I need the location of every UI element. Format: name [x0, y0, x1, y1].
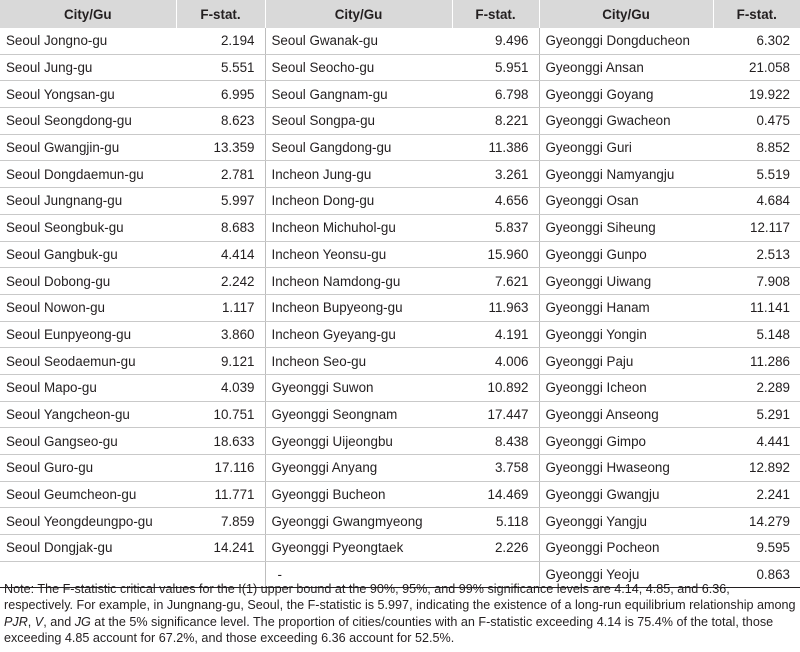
- table-row: [0, 54, 800, 81]
- city-cell: Gyeonggi Icheon: [539, 374, 713, 401]
- city-cell: Seoul Jung-gu: [0, 54, 176, 81]
- fstat-cell: 2.242: [176, 268, 265, 295]
- city-cell: Seoul Gangbuk-gu: [0, 241, 176, 268]
- city-cell: Gyeonggi Anyang: [265, 455, 452, 482]
- table-row: [0, 455, 800, 482]
- fstat-cell: 15.960: [452, 241, 539, 268]
- fstat-cell: 2.513: [713, 241, 800, 268]
- fstat-cell: 3.758: [452, 455, 539, 482]
- table-row: [0, 81, 800, 108]
- table-row: [0, 508, 800, 535]
- fstat-cell: 4.656: [452, 188, 539, 215]
- city-cell: Seoul Geumcheon-gu: [0, 481, 176, 508]
- city-cell: Gyeonggi Yongin: [539, 321, 713, 348]
- city-cell: Gyeonggi Guri: [539, 134, 713, 161]
- city-cell: Incheon Gyeyang-gu: [265, 321, 452, 348]
- city-cell: Seoul Gwangjin-gu: [0, 134, 176, 161]
- fstat-cell: 4.191: [452, 321, 539, 348]
- city-cell: Seoul Dongjak-gu: [0, 535, 176, 562]
- fstat-cell: 14.469: [452, 481, 539, 508]
- city-cell: Gyeonggi Gunpo: [539, 241, 713, 268]
- col-header-fstat: F-stat.: [176, 0, 265, 28]
- city-cell: Incheon Dong-gu: [265, 188, 452, 215]
- fstat-cell: 11.771: [176, 481, 265, 508]
- city-cell: Incheon Michuhol-gu: [265, 214, 452, 241]
- fstat-cell: 4.039: [176, 374, 265, 401]
- col-header-city: City/Gu: [539, 0, 713, 28]
- fstat-cell: 8.221: [452, 108, 539, 135]
- table-row: [0, 214, 800, 241]
- fstat-cell: 0.475: [713, 108, 800, 135]
- city-cell: Gyeonggi Suwon: [265, 374, 452, 401]
- col-header-city: City/Gu: [0, 0, 176, 28]
- city-cell: Seoul Jongno-gu: [0, 28, 176, 54]
- fstat-cell: 5.837: [452, 214, 539, 241]
- note-part: ,: [27, 614, 35, 629]
- fstat-cell: 4.441: [713, 428, 800, 455]
- city-cell: Gyeonggi Paju: [539, 348, 713, 375]
- table-row: [0, 268, 800, 295]
- fstat-cell: 3.860: [176, 321, 265, 348]
- col-header-fstat: F-stat.: [452, 0, 539, 28]
- table-row: [0, 161, 800, 188]
- city-cell: Gyeonggi Bucheon: [265, 481, 452, 508]
- city-cell: Gyeonggi Pyeongtaek: [265, 535, 452, 562]
- city-cell: Gyeonggi Goyang: [539, 81, 713, 108]
- fstat-cell: 0.863: [713, 561, 800, 588]
- fstat-cell: 5.118: [452, 508, 539, 535]
- city-cell: Gyeonggi Gwangmyeong: [265, 508, 452, 535]
- table-row: [0, 321, 800, 348]
- fstat-cell: 21.058: [713, 54, 800, 81]
- table-row: [0, 241, 800, 268]
- fstat-cell: 8.623: [176, 108, 265, 135]
- fstat-cell: 8.683: [176, 214, 265, 241]
- table-row: [0, 134, 800, 161]
- city-cell: Seoul Yangcheon-gu: [0, 401, 176, 428]
- fstat-cell: 6.995: [176, 81, 265, 108]
- table-row: [0, 28, 800, 54]
- fstat-cell: 2.194: [176, 28, 265, 54]
- fstat-cell: 10.751: [176, 401, 265, 428]
- city-cell: Incheon Yeonsu-gu: [265, 241, 452, 268]
- city-cell: Seoul Dobong-gu: [0, 268, 176, 295]
- city-cell: Incheon Seo-gu: [265, 348, 452, 375]
- city-cell: Gyeonggi Gimpo: [539, 428, 713, 455]
- fstat-cell: 14.241: [176, 535, 265, 562]
- city-cell: Gyeonggi Uijeongbu: [265, 428, 452, 455]
- fstat-cell: 4.414: [176, 241, 265, 268]
- fstat-cell: 5.519: [713, 161, 800, 188]
- fstat-cell: 17.116: [176, 455, 265, 482]
- fstat-cell: 5.951: [452, 54, 539, 81]
- fstat-cell: 7.859: [176, 508, 265, 535]
- table-row: [0, 108, 800, 135]
- fstat-cell: 5.148: [713, 321, 800, 348]
- table-row: [0, 535, 800, 562]
- city-cell: Gyeonggi Dongducheon: [539, 28, 713, 54]
- fstat-cell: 11.963: [452, 294, 539, 321]
- fstat-cell: 9.595: [713, 535, 800, 562]
- city-cell: Seoul Songpa-gu: [265, 108, 452, 135]
- city-cell: Gyeonggi Ansan: [539, 54, 713, 81]
- table-header-row: [0, 0, 800, 28]
- table-row: [0, 348, 800, 375]
- fstat-cell: 14.279: [713, 508, 800, 535]
- fstat-cell: 6.798: [452, 81, 539, 108]
- city-cell: Gyeonggi Pocheon: [539, 535, 713, 562]
- note-var-v: V: [34, 614, 44, 629]
- fstat-cell: 1.117: [176, 294, 265, 321]
- city-cell: Seoul Gwanak-gu: [265, 28, 452, 54]
- city-cell: Gyeonggi Yeoju: [539, 561, 713, 588]
- fstat-cell: 9.121: [176, 348, 265, 375]
- fstat-cell: 7.908: [713, 268, 800, 295]
- city-cell: Seoul Guro-gu: [0, 455, 176, 482]
- city-cell: Seoul Gangnam-gu: [265, 81, 452, 108]
- city-cell: Gyeonggi Namyangju: [539, 161, 713, 188]
- city-cell: Seoul Jungnang-gu: [0, 188, 176, 215]
- fstat-cell: 2.781: [176, 161, 265, 188]
- table-row: [0, 294, 800, 321]
- city-cell: Gyeonggi Hanam: [539, 294, 713, 321]
- city-cell: Gyeonggi Gwangju: [539, 481, 713, 508]
- fstat-cell: 4.006: [452, 348, 539, 375]
- fstat-cell: 4.684: [713, 188, 800, 215]
- col-header-city: City/Gu: [265, 0, 452, 28]
- fstat-cell: 5.551: [176, 54, 265, 81]
- table-row: [0, 481, 800, 508]
- city-cell: Incheon Jung-gu: [265, 161, 452, 188]
- note-part: The F-statistic critical values for the I(1) upper bound at the 90%, 95%, and 99% significance levels are 4.14, 4.85, and 6.36, respectively. For example, in Jungnang-gu, Seoul, the F-statistic is 5.997, indicating the existence of a long-run equilibrium relationship among: [4, 582, 796, 613]
- table-row: [0, 428, 800, 455]
- city-cell: Gyeonggi Siheung: [539, 214, 713, 241]
- city-cell: Seoul Yongsan-gu: [0, 81, 176, 108]
- fstat-cell: 11.386: [452, 134, 539, 161]
- city-cell: Seoul Nowon-gu: [0, 294, 176, 321]
- fstat-cell: 18.633: [176, 428, 265, 455]
- city-cell: Seoul Seongbuk-gu: [0, 214, 176, 241]
- city-cell: Seoul Seocho-gu: [265, 54, 452, 81]
- fstat-cell: 11.141: [713, 294, 800, 321]
- fstat-cell: 8.438: [452, 428, 539, 455]
- fstat-cell: 12.117: [713, 214, 800, 241]
- city-cell: Seoul Yeongdeungpo-gu: [0, 508, 176, 535]
- table-body: [0, 28, 800, 588]
- city-cell: Seoul Dongdaemun-gu: [0, 161, 176, 188]
- city-cell: Seoul Eunpyeong-gu: [0, 321, 176, 348]
- fstat-cell: 5.291: [713, 401, 800, 428]
- city-cell: Gyeonggi Seongnam: [265, 401, 452, 428]
- table-row: [0, 401, 800, 428]
- city-cell: Seoul Mapo-gu: [0, 374, 176, 401]
- fstat-cell: 12.892: [713, 455, 800, 482]
- city-cell: Seoul Seongdong-gu: [0, 108, 176, 135]
- note-var-pjr: PJR: [4, 614, 28, 629]
- note-label: Note:: [4, 582, 35, 596]
- note-part: , and: [43, 614, 75, 629]
- fstat-cell: 19.922: [713, 81, 800, 108]
- fstat-cell: 11.286: [713, 348, 800, 375]
- city-cell: Incheon Bupyeong-gu: [265, 294, 452, 321]
- fstat-cell: 8.852: [713, 134, 800, 161]
- fstat-cell: 2.226: [452, 535, 539, 562]
- city-cell: Seoul Seodaemun-gu: [0, 348, 176, 375]
- city-cell: Gyeonggi Osan: [539, 188, 713, 215]
- city-cell: -: [265, 561, 452, 588]
- city-cell: Gyeonggi Yangju: [539, 508, 713, 535]
- fstat-cell: 6.302: [713, 28, 800, 54]
- fstat-cell: 3.261: [452, 161, 539, 188]
- city-cell: Seoul Gangseo-gu: [0, 428, 176, 455]
- city-cell: Gyeonggi Gwacheon: [539, 108, 713, 135]
- city-cell: Incheon Namdong-gu: [265, 268, 452, 295]
- col-header-fstat: F-stat.: [713, 0, 800, 28]
- table-row: [0, 374, 800, 401]
- note-var-jg: JG: [74, 614, 91, 629]
- fstat-cell: 9.496: [452, 28, 539, 54]
- fstat-cell: 2.241: [713, 481, 800, 508]
- city-cell: Gyeonggi Uiwang: [539, 268, 713, 295]
- table-row: [0, 188, 800, 215]
- fstat-cell: 7.621: [452, 268, 539, 295]
- city-cell: Gyeonggi Anseong: [539, 401, 713, 428]
- note-text: [4, 581, 796, 647]
- city-cell: Seoul Gangdong-gu: [265, 134, 452, 161]
- note-part: at the 5% significance level. The proportion of cities/counties with an F-statistic exceeding 4.14 is 75.4% of the total, those exceeding 4.85 account for 67.2%, and those exceeding 6.36 account for 52.5%.: [4, 614, 774, 646]
- fstat-cell: 13.359: [176, 134, 265, 161]
- city-cell: Gyeonggi Hwaseong: [539, 455, 713, 482]
- fstat-cell: 5.997: [176, 188, 265, 215]
- fstat-cell: 2.289: [713, 374, 800, 401]
- fstat-cell: 17.447: [452, 401, 539, 428]
- fstat-cell: 10.892: [452, 374, 539, 401]
